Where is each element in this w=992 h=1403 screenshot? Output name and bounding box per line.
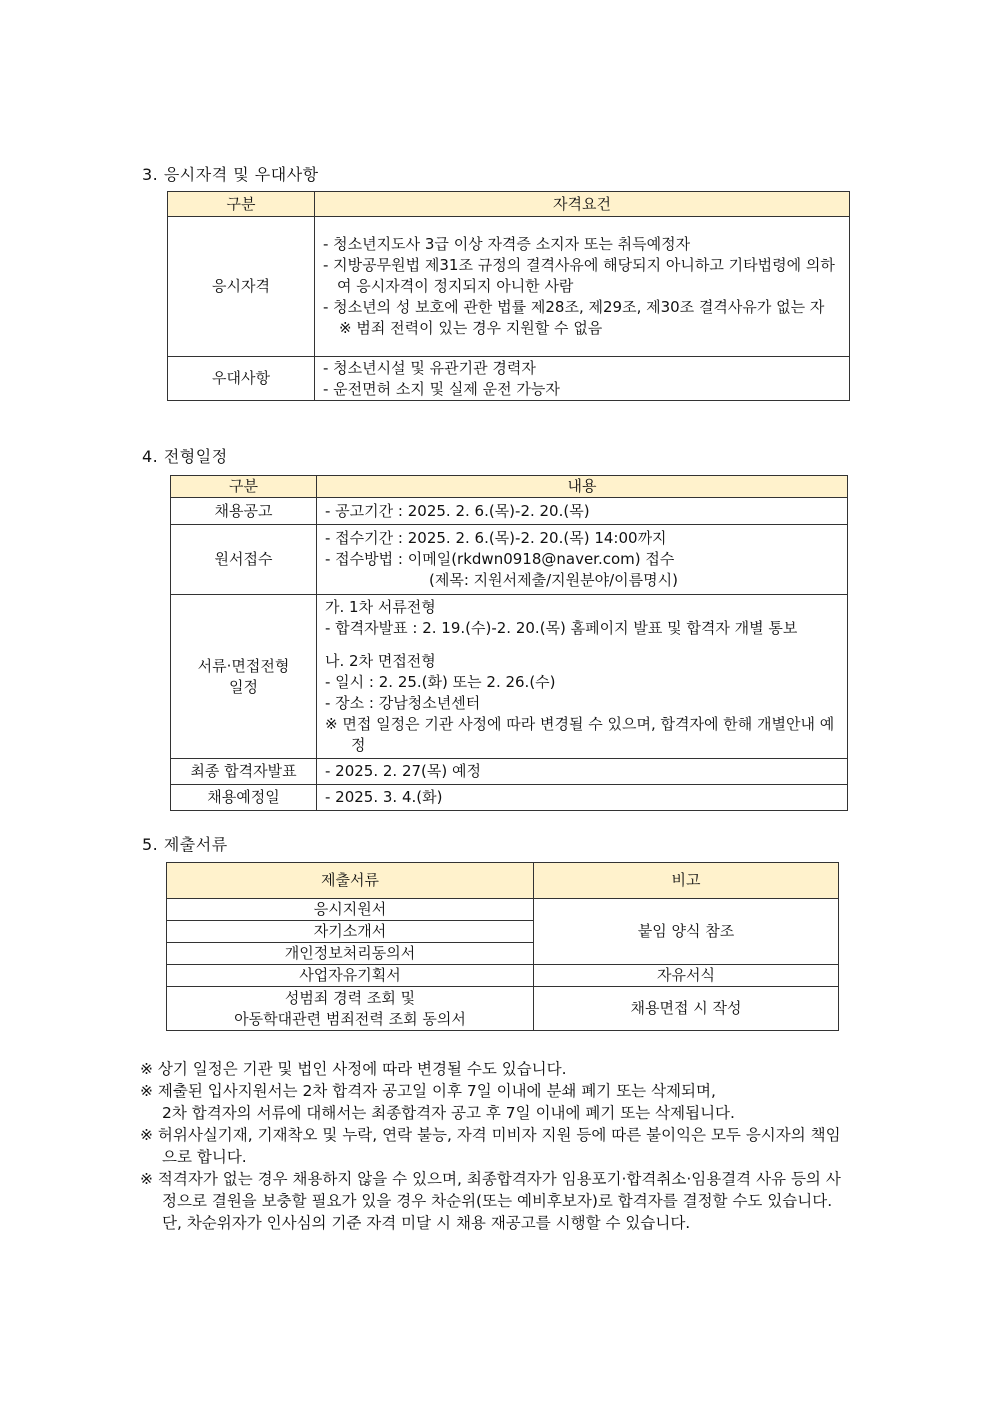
qualification-table xyxy=(167,191,850,401)
application-content xyxy=(317,525,848,595)
row-label-preference: 우대사항 xyxy=(168,357,315,401)
header-documents: 제출서류 xyxy=(167,863,534,899)
final-announcement-content: - 2025. 2. 27(목) 예정 xyxy=(317,759,848,785)
header-requirements: 자격요건 xyxy=(315,192,850,217)
section-4-title: 4. 전형일정 xyxy=(142,447,228,466)
application-line: - 접수기간 : 2025. 2. 6.(목)-2. 20.(목) 14:00까지 xyxy=(325,529,667,547)
row-label-application: 원서접수 xyxy=(171,525,317,595)
consent-line: 아동학대관련 범죄전력 조회 동의서 xyxy=(234,1009,466,1028)
note-continuation: 2차 합격자의 서류에 대해서는 최종합격자 공고 후 7일 이내에 폐기 또는 삭제됩니다. xyxy=(162,1104,735,1122)
document-item: 개인정보처리동의서 xyxy=(167,943,534,965)
preference-line: - 운전면허 소지 및 실제 운전 가능자 xyxy=(323,379,560,398)
eligibility-line: - 청소년의 성 보호에 관한 법률 제28조, 제29조, 제30조 결격사유가 없는 자 xyxy=(323,298,825,316)
preference-content xyxy=(315,357,850,401)
section-5-title: 5. 제출서류 xyxy=(142,835,228,854)
screening-line: - 일시 : 2. 25.(화) 또는 2. 26.(수) xyxy=(325,673,556,691)
header-remarks: 비고 xyxy=(534,863,839,899)
header-category: 구분 xyxy=(168,192,315,217)
screening-stage-1: 가. 1차 서류전형 xyxy=(325,598,436,616)
row-label-eligibility: 응시자격 xyxy=(168,217,315,357)
screening-line: - 합격자발표 : 2. 19.(수)-2. 20.(목) 홈페이지 발표 및 합격자 개별 통보 xyxy=(325,619,798,637)
note-item: ※ 허위사실기재, 기재착오 및 누락, 연락 불능, 자격 미비자 지원 등에 따른 불이익은 모두 응시자의 책임으로 합니다. xyxy=(140,1126,841,1166)
screening-line: - 장소 : 강남청소년센터 xyxy=(325,694,481,712)
document-item: 자기소개서 xyxy=(167,921,534,943)
remark-free-form: 자유서식 xyxy=(534,965,839,987)
document-item-consent xyxy=(167,987,534,1031)
row-label-final-announcement: 최종 합격자발표 xyxy=(171,759,317,785)
note-item: ※ 제출된 입사지원서는 2차 합격자 공고일 이후 7일 이내에 분쇄 폐기 또는 삭제되며, xyxy=(140,1082,716,1100)
note-item: ※ 상기 일정은 기관 및 법인 사정에 따라 변경될 수도 있습니다. xyxy=(140,1060,567,1078)
application-subject-note: (제목: 지원서제출/지원분야/이름명시) xyxy=(429,571,678,589)
header-category: 구분 xyxy=(171,476,317,498)
hire-date-content: - 2025. 3. 4.(화) xyxy=(317,785,848,811)
screening-content xyxy=(317,595,848,759)
document-item: 응시지원서 xyxy=(167,899,534,921)
preference-line: - 청소년시설 및 유관기관 경력자 xyxy=(323,358,536,377)
header-content: 내용 xyxy=(317,476,848,498)
row-label-screening xyxy=(171,595,317,759)
eligibility-line: - 청소년지도사 3급 이상 자격증 소지자 또는 취득예정자 xyxy=(323,235,691,253)
row-label-hire-date: 채용예정일 xyxy=(171,785,317,811)
row-label-posting: 채용공고 xyxy=(171,498,317,525)
schedule-table xyxy=(170,475,848,811)
remark-attached-form: 붙임 양식 참조 xyxy=(534,899,839,965)
eligibility-line: - 지방공무원법 제31조 규정의 결격사유에 해당되지 아니하고 기타법령에 의하여 응시자격이 정지되지 아니한 사람 xyxy=(323,256,835,295)
notes-block xyxy=(140,1058,850,1234)
eligibility-content xyxy=(315,217,850,357)
note-continuation: 단, 차순위자가 인사심의 기준 자격 미달 시 채용 재공고를 시행할 수 있습니다. xyxy=(162,1214,691,1232)
consent-line: 성범죄 경력 조회 및 xyxy=(284,988,416,1007)
document-item: 사업자유기획서 xyxy=(167,965,534,987)
documents-table xyxy=(166,862,839,1031)
screening-label-line: 일정 xyxy=(229,677,258,696)
eligibility-note: ※ 범죄 전력이 있는 경우 지원할 수 없음 xyxy=(339,319,603,337)
posting-content: - 공고기간 : 2025. 2. 6.(목)-2. 20.(목) xyxy=(317,498,848,525)
section-3-title: 3. 응시자격 및 우대사항 xyxy=(142,165,319,184)
application-line: - 접수방법 : 이메일(rkdwn0918@naver.com) 접수 xyxy=(325,550,675,568)
remark-at-interview: 채용면접 시 작성 xyxy=(534,987,839,1031)
screening-stage-2: 나. 2차 면접전형 xyxy=(325,652,436,670)
note-item: ※ 적격자가 없는 경우 채용하지 않을 수 있으며, 최종합격자가 임용포기·합격취소·임용결격 사유 등의 사정으로 결원을 보충할 필요가 있을 경우 차순위(또는 예비후보자)로 합격자를 결정할 수도 있습니다. xyxy=(140,1170,841,1210)
screening-label-line: 서류·면접전형 xyxy=(197,656,290,675)
screening-note: ※ 면접 일정은 기관 사정에 따라 변경될 수 있으며, 합격자에 한해 개별안내 예정 xyxy=(325,715,835,754)
